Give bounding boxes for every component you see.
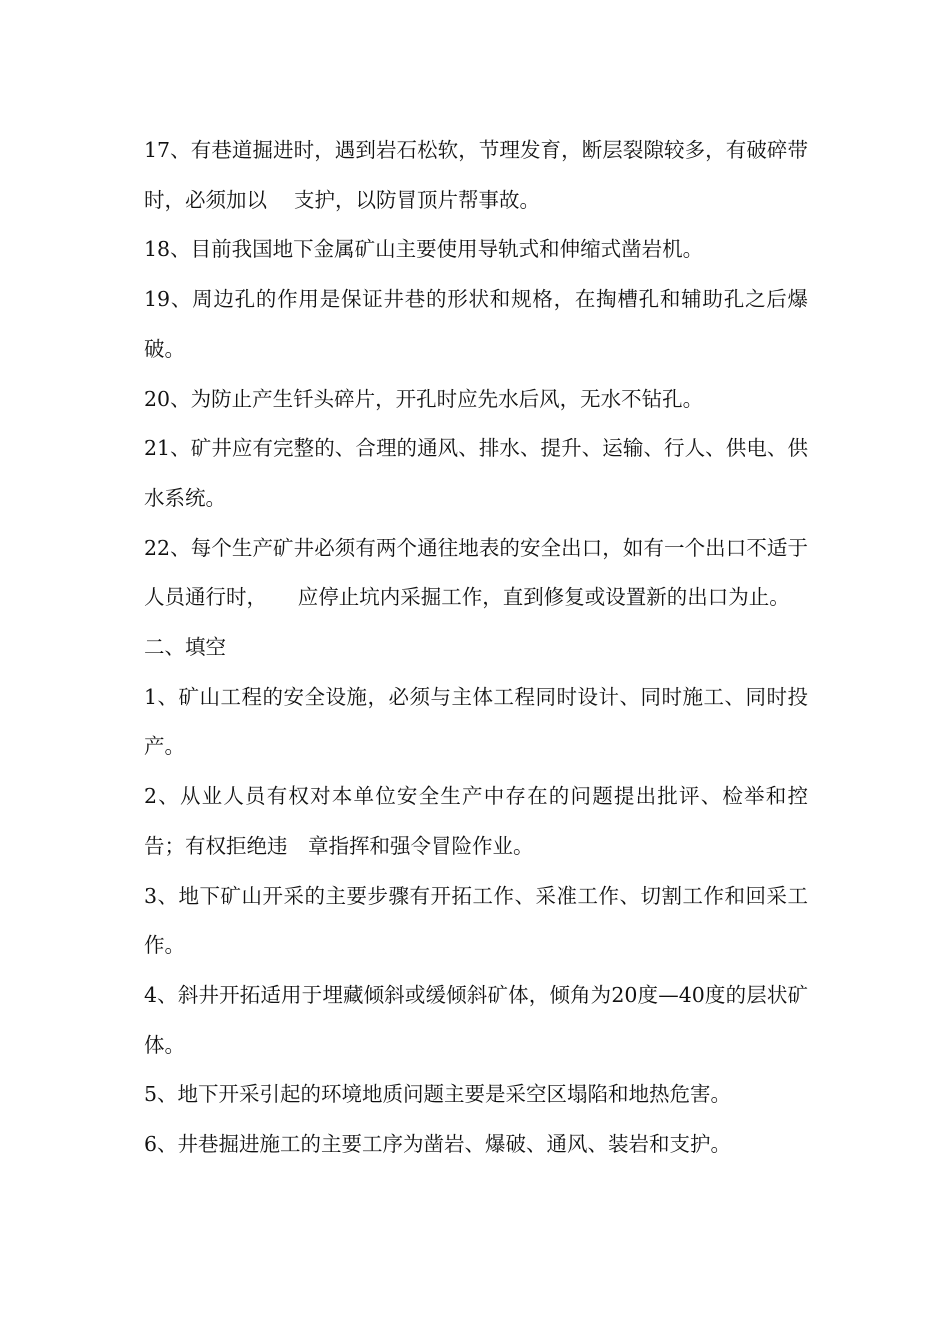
paragraph-item-6: 6、井巷掘进施工的主要工序为凿岩、爆破、通风、装岩和支护。 bbox=[144, 1132, 732, 1157]
paragraph-item-22: 22、每个生产矿井必须有两个通往地表的安全出口，如有一个出口不适于人员通行时， 应停止坑内采掘工作，直到修复或设置新的出口为止。 bbox=[144, 535, 808, 610]
section-heading-fill-blank: 二、填空 bbox=[144, 635, 226, 660]
paragraph-item-21: 21、矿井应有完整的、合理的通风、排水、提升、运输、行人、供电、供水系统。 bbox=[144, 436, 808, 510]
paragraph-item-18: 18、目前我国地下金属矿山主要使用导轨式和伸缩式凿岩机。 bbox=[144, 237, 704, 262]
paragraph-item-20: 20、为防止产生钎头碎片，开孔时应先水后风，无水不钻孔。 bbox=[144, 386, 704, 411]
paragraph-item-5: 5、地下开采引起的环境地质问题主要是采空区塌陷和地热危害。 bbox=[144, 1082, 732, 1107]
paragraph-item-4: 4、斜井开拓适用于埋藏倾斜或缓倾斜矿体，倾角为20度—40度的层状矿体。 bbox=[144, 982, 808, 1057]
paragraph-item-2: 2、从业人员有权对本单位安全生产中存在的问题提出批评、检举和控告；有权拒绝违 章指挥和强令冒险作业。 bbox=[144, 784, 808, 858]
document-body bbox=[144, 126, 808, 1170]
paragraph-item-19: 19、周边孔的作用是保证井巷的形状和规格，在掏槽孔和辅助孔之后爆破。 bbox=[144, 287, 808, 361]
paragraph-item-17: 17、有巷道掘进时，遇到岩石松软，节理发育，断层裂隙较多，有破碎带时，必须加以 支护，以防冒顶片帮事故。 bbox=[144, 138, 808, 212]
paragraph-item-3: 3、地下矿山开采的主要步骤有开拓工作、采准工作、切割工作和回采工作。 bbox=[144, 883, 808, 958]
paragraph-item-1: 1、矿山工程的安全设施，必须与主体工程同时设计、同时施工、同时投产。 bbox=[144, 684, 808, 759]
